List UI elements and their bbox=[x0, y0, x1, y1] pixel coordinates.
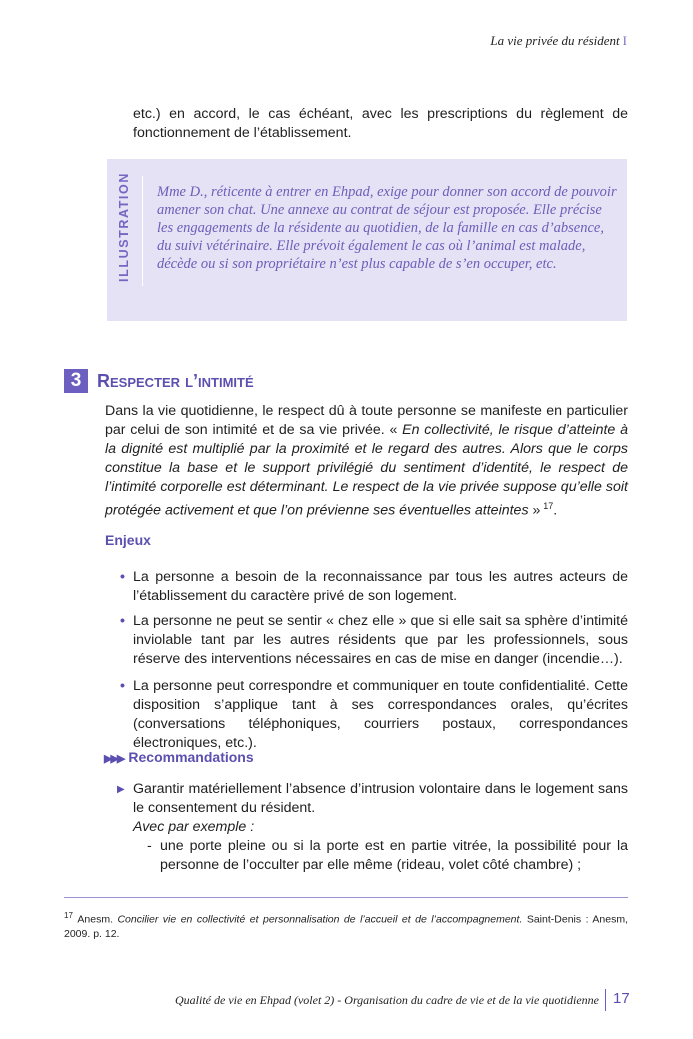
enjeux-item-text: La personne peut correspondre et communiquer en toute confidentialité. Cette disposition s’applique tant à ses correspondances orales, qu’écrites (conversations téléphoniques, courriers postaux, correspondances électroniques, etc.). bbox=[133, 678, 628, 751]
section-paragraph bbox=[105, 402, 628, 521]
footer-divider bbox=[605, 989, 606, 1011]
footnote-number: 17 bbox=[64, 911, 73, 920]
enjeux-item bbox=[120, 612, 628, 669]
recommandation-item bbox=[117, 780, 628, 837]
triple-arrow-icon: ▶▶▶ bbox=[104, 753, 124, 765]
illustration-divider bbox=[142, 176, 143, 286]
recommandation-text: Garantir matériellement l’absence d’intrusion volontaire dans le logement sans le consentement du résident. bbox=[133, 781, 628, 816]
illustration-tag bbox=[116, 170, 132, 286]
footnote-title: Concilier vie en collectivité et personnalisation de l’accueil et de l’accompagnement. bbox=[117, 913, 523, 926]
triangle-icon: ▶ bbox=[117, 784, 125, 795]
enjeux-heading: Enjeux bbox=[105, 532, 151, 548]
example-label: Avec par exemple : bbox=[133, 819, 255, 835]
recommandations-label: Recommandations bbox=[128, 749, 254, 765]
illustration-text: Mme D., réticente à entrer en Ehpad, exige pour donner son accord de pouvoir amener son chat. Une annexe au contrat de séjour est proposée. Elle précise les engagements de la résidente au quotidien, de la famille en cas d’absence, du suivi vétérinaire. Elle prévoit également le cas où l’animal est malade, décède ou si son propriétaire n’est plus capable de s’en occuper, etc. bbox=[157, 184, 617, 272]
running-footer: Qualité de vie en Ehpad (volet 2) - Organisation du cadre de vie et de la vie quotidienne bbox=[175, 993, 599, 1007]
example-item bbox=[147, 837, 628, 875]
page-number: 17 bbox=[613, 990, 630, 1007]
enjeux-item bbox=[120, 568, 628, 606]
enjeux-item-text: La personne a besoin de la reconnaissance par tous les autres acteurs de l’établissement du caractère privé de son logement. bbox=[133, 569, 628, 604]
paragraph-lead: Dans la vie quotidienne, le respect dû à toute personne se manifeste en particulier par celui de son intimité et de sa vie privée. « bbox=[105, 403, 628, 438]
illustration-tag-label: ILLUSTRATION bbox=[117, 172, 131, 282]
recommandations-heading bbox=[104, 749, 254, 765]
enjeux-item-text: La personne ne peut se sentir « chez elle » que si elle sait sa sphère d’intimité inviolable tant par les autres résidents que par les professionnels, sous réserve des interventions nécessaires en cas de mise en danger (incendie…). bbox=[133, 613, 628, 667]
enjeux-item bbox=[120, 677, 628, 753]
section-title: Respecter l’intimité bbox=[97, 371, 254, 391]
paragraph-quote: En collectivité, le risque d’atteinte à la dignité est multiplié par la proximité et le regard des autres. Alors que le corps constitue la base et le support privilégié du sentiment d’identité, le respect de l’intimité corporelle est déterminant. Le respect de la vie privée suppose qu’elle soit protégée activement et que l’on prévienne ses éventuelles atteintes bbox=[105, 422, 628, 519]
footnote-ref: 17 bbox=[543, 501, 554, 511]
running-header bbox=[490, 33, 627, 49]
footnote-author: Anesm. bbox=[77, 913, 118, 926]
footnote-divider bbox=[64, 897, 628, 898]
intro-paragraph: etc.) en accord, le cas échéant, avec les prescriptions du règlement de fonctionnement de l’établissement. bbox=[133, 106, 628, 141]
running-title: La vie privée du résident bbox=[490, 33, 620, 48]
footnote bbox=[64, 909, 628, 941]
bullet-icon: • bbox=[120, 678, 125, 694]
example-item-text: une porte pleine ou si la porte est en partie vitrée, la possibilité pour la personne de l’occulter par elle même (rideau, volet côté chambre) ; bbox=[160, 838, 628, 873]
bullet-icon: • bbox=[120, 613, 125, 629]
dash-marker: - bbox=[147, 838, 152, 854]
footnote-rest: Saint-Denis : Anesm, 2009. p. 12. bbox=[64, 913, 628, 940]
header-separator: I bbox=[622, 33, 627, 48]
section-number: 3 bbox=[64, 369, 88, 393]
bullet-icon: • bbox=[120, 569, 125, 585]
paragraph-quote-end: » bbox=[528, 502, 541, 519]
paragraph-dot: . bbox=[553, 502, 558, 519]
